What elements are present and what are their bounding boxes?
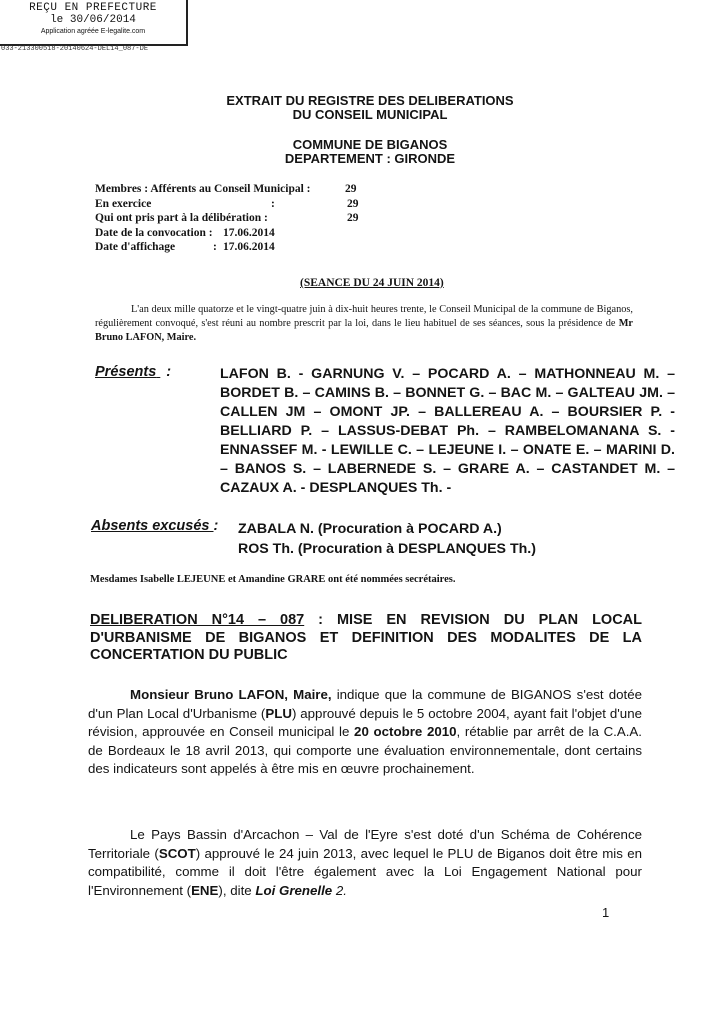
para1-text-1: indique que la commune de BIGANOS s'est dotée d'un Plan Local d'Urbanisme ( — [88, 687, 642, 721]
para1-mayor: Monsieur Bruno LAFON, Maire, — [130, 687, 332, 702]
meta-pris-part-value: 29 — [347, 212, 359, 224]
prefecture-stamp — [0, 0, 188, 46]
header-line-4: DEPARTEMENT : GIRONDE — [284, 151, 456, 166]
absents-label-colon: : — [213, 518, 219, 534]
deliberation-number: DELIBERATION N°14 – 087 — [90, 612, 305, 628]
para2-text-4: 2. — [332, 882, 348, 898]
meta-affichage-colon: : — [213, 241, 217, 253]
meta-membres-value: 29 — [345, 183, 357, 195]
para1-text-2: ) approuvé depuis le 5 octobre 2004, ayant fait l'objet d'une révision, approuvée en Conseil municipal le — [88, 705, 642, 739]
header-line-2: DU CONSEIL MUNICIPAL — [292, 107, 448, 122]
para2-scot: SCOT — [158, 845, 196, 861]
header-line-3: COMMUNE DE BIGANOS — [292, 137, 448, 152]
intro-text: L'an deux mille quatorze et le vingt-quatre juin à dix-huit heures trente, le Conseil Municipal de la commune de Biganos, régulièrement convoqué, s'est réuni au nombre prescrit par la loi, dans le lieu habituel de ses séances, sous la présidence de — [95, 304, 633, 329]
meta-membres-label: Membres : Afférents au Conseil Municipal : — [95, 183, 311, 195]
presents-label — [95, 364, 171, 380]
header-register-title — [160, 94, 580, 122]
para2-ene: ENE — [191, 882, 219, 898]
meta-convocation-value: 17.06.2014 — [223, 226, 275, 239]
para2-loi-grenelle: Loi Grenelle — [255, 882, 333, 898]
stamp-line-received: REÇU EN PREFECTURE — [29, 2, 157, 14]
presents-list: LAFON B. - GARNUNG V. – POCARD A. – MATHONNEAU M. – BORDET B. – CAMINS B. – BONNET G. – BAC M. – GALTEAU JM. – CALLEN JM – OMONT JP. – BALLEREAU A. – BOURSIER P. - BELLIARD P. – LASSUS-DEBAT Ph. – RAMBELOMANANA S. - ENNASSEF M. - LEWILLE C. – LEJEUNE I. – ONATE E. – MARINI D. – BANOS S. – LABERNEDE S. – GRARE A. – CASTANDET M. – CAZAUX A. - DESPLANQUES Th. - — [220, 366, 675, 496]
presents-label-text: Présents — [95, 364, 157, 380]
absent-line-2: ROS Th. (Procuration à DESPLANQUES Th.) — [238, 541, 536, 557]
stamp-reference-code: 033-213300518-20140624-DEL14_087-DE — [1, 45, 149, 53]
para2-text-3: ), dite — [218, 882, 256, 898]
para2-text-1: Le Pays Bassin d'Arcachon – Val de l'Eyre s'est doté d'un Schéma de Cohérence Territoriale ( — [88, 827, 642, 861]
absents-label — [91, 518, 218, 534]
page-number: 1 — [602, 905, 610, 920]
body-paragraph-1 — [88, 686, 642, 779]
stamp-line-date: le 30/06/2014 — [50, 14, 136, 26]
meta-convocation-label: Date de la convocation : — [95, 226, 213, 239]
header-commune — [160, 138, 580, 166]
intro-paragraph — [95, 303, 633, 345]
session-date-heading: (SEANCE DU 24 JUIN 2014) — [300, 277, 444, 289]
stamp-line-application: Application agréée E-legalite.com — [40, 28, 146, 35]
para2-text-2: ) approuvé le 24 juin 2013, avec lequel le PLU de Biganos doit être mis en compatibilité, comme il doit l'être également avec la Loi Engagement National pour l'Environnement ( — [88, 845, 642, 898]
meta-pris-part-label: Qui ont pris part à la délibération : — [95, 212, 268, 224]
para1-date: 20 octobre 2010 — [354, 724, 457, 739]
meta-exercice-label: En exercice — [95, 197, 152, 210]
para1-plu: PLU — [265, 705, 292, 721]
meta-exercice-colon: : — [271, 197, 275, 210]
header-line-1: EXTRAIT DU REGISTRE DES DELIBERATIONS — [226, 93, 514, 108]
meta-exercice-value: 29 — [347, 197, 359, 210]
meta-affichage-label: Date d'affichage — [95, 241, 176, 253]
intro-president: Mr Bruno LAFON, Maire. — [95, 318, 633, 343]
absents-label-text: Absents excusés — [91, 518, 210, 534]
deliberation-title — [90, 612, 642, 665]
absent-line-1: ZABALA N. (Procuration à POCARD A.) — [238, 521, 502, 537]
meta-affichage-value: 17.06.2014 — [223, 241, 275, 253]
presents-label-colon: : — [166, 364, 172, 380]
para1-text-3: , rétablie par arrêt de la C.A.A. de Bordeaux le 18 avril 2013, qui comporte une évaluation environnementale, dont certains des indicateurs sont appelés à être mis en œuvre prochainement. — [88, 724, 642, 776]
body-paragraph-2 — [88, 826, 642, 900]
secretaries-note: Mesdames Isabelle LEJEUNE et Amandine GRARE ont été nommées secrétaires. — [90, 574, 456, 585]
deliberation-subject: : MISE EN REVISION DU PLAN LOCAL D'URBANISME DE BIGANOS ET DEFINITION DES MODALITES DE LA CONCERTATION DU PUBLIC — [90, 612, 643, 663]
absents-list — [238, 519, 536, 559]
